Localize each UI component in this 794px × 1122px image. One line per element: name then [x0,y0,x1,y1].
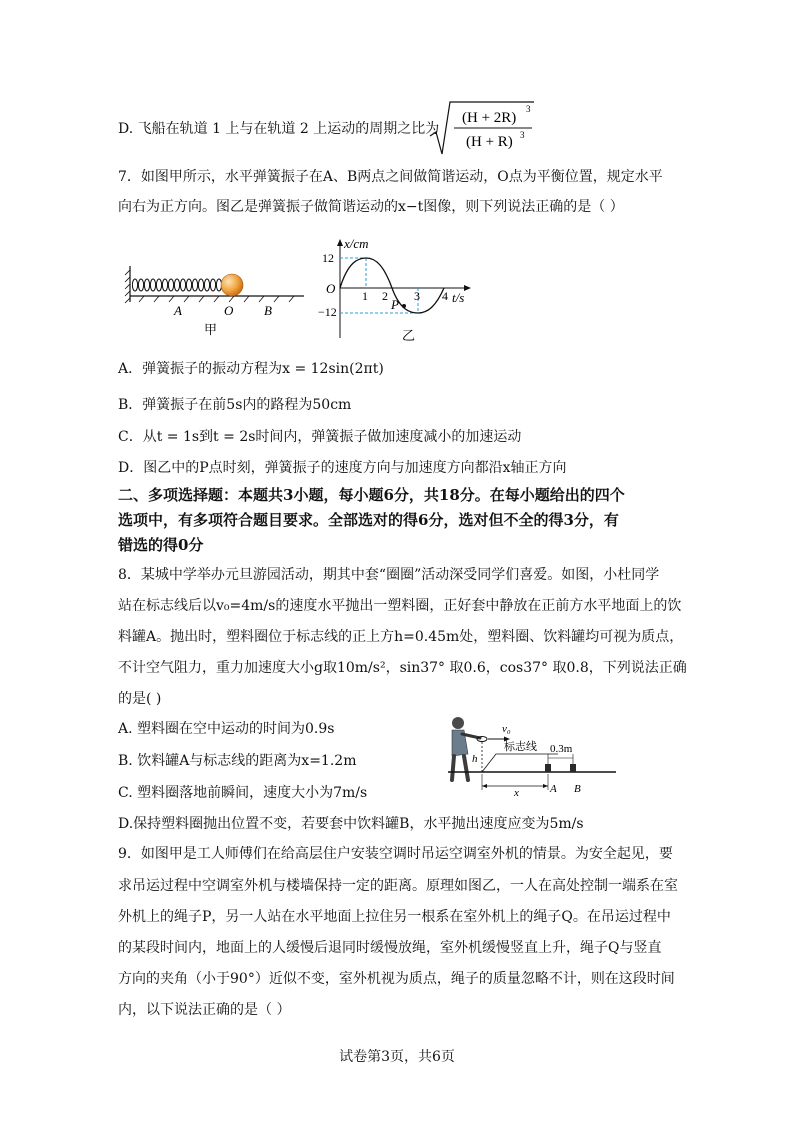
q8-stem-line3: 料罐A。抛出时，塑料圈位于标志线的正上方h=0.45m处，塑料圈、饮料罐均可视为质点， [118,629,684,645]
q8-option-d: D.保持塑料圈抛出位置不变，若要套中饮料罐B，水平抛出速度应变为5m/s [118,816,584,832]
q9-stem-line5: 方向的夹角（小于90°）近似不变，室外机视为质点，绳子的质量忽略不计，则在这段时间 [118,971,675,987]
label-a: A [174,303,182,318]
y-axis-label: x/cm [344,236,369,251]
b-label: B [574,783,581,795]
caption-yi: 乙 [402,328,416,343]
q7-stem-line2: 向右为正方向。图乙是弹簧振子做简谐运动的x−t图像，则下列说法正确的是（ ） [118,199,624,215]
origin-label: O [326,281,336,296]
q9-stem-line1: 9．如图甲是工人师傅们在给高层住户安装空调时吊运空调室外机的情景。为安全起见，要 [118,846,673,862]
q8-option-c: C. 塑料圈落地前瞬间，速度大小为7m/s [118,785,368,801]
mark-line-label: 标志线 [504,741,537,753]
can-a [545,764,551,772]
q6-option-d: D. 飞船在轨道 1 上与在轨道 2 上运动的周期之比为 [118,121,440,137]
numerator-exp: 3 [526,104,531,114]
q9-stem-line3: 外机上的绳子P，另一人站在水平地面上拉住另一根系在室外机上的绳子Q。在吊运过程中 [118,909,671,925]
q6-sqrt-formula [428,98,538,158]
q8-stem-line4: 不计空气阻力，重力加速度大小g取10m/s²，sin37° 取0.6，cos37° 取0.8，下列说法正确 [118,660,687,676]
y-tick-12: 12 [322,251,334,265]
section2-heading-line2: 选项中，有多项符合题目要求。全部选对的得6分，选对但不全的得3分，有 [118,511,619,529]
x-axis-label: t/s [452,290,465,305]
label-b: B [264,303,272,318]
q8-option-a: A. 塑料圈在空中运动的时间为0.9s [118,721,335,737]
oscillator-ball [221,274,243,296]
a-label: A [550,783,557,795]
q7-stem-line1: 7．如图甲所示，水平弹簧振子在A、B两点之间做简谐运动，O点为平衡位置，规定水平 [118,169,663,185]
sqrt-numerator: (H + 2R) [462,110,517,126]
q9-stem-line2: 求吊运过程中空调室外机与楼墙保持一定的距离。原理如图乙，一人在高处控制一端系在室 [118,878,678,894]
q7-option-d: D．图乙中的P点时刻，弹簧振子的速度方向与加速度方向都沿x轴正方向 [118,460,567,476]
q7-option-c: C．从t = 1s到t = 2s时间内，弹簧振子做加速度减小的加速运动 [118,429,522,445]
point-p-marker [402,304,406,308]
q8-stem-line2: 站在标志线后以v₀=4m/s的速度水平抛出一塑料圈，正好套中静放在正前方水平地面上的饮 [118,598,682,614]
x-label: x [514,787,519,798]
t-tick-3: 3 [414,289,420,303]
q8-figure-ring-toss [438,712,618,798]
point-p-label: P [391,297,399,312]
section2-heading-line1: 二、多项选择题：本题共3小题，每小题6分，共18分。在每小题给出的四个 [118,486,625,504]
denominator-exp: 3 [520,130,525,140]
caption-jia: 甲 [204,322,218,337]
q7-figure-jia [124,262,314,342]
v0-label: v₀ [502,723,511,735]
q8-option-b: B. 饮料罐A与标志线的距离为x=1.2m [118,753,357,769]
h-label: h [472,753,478,765]
q7-option-b: B．弹簧振子在前5s内的路程为50cm [118,397,352,413]
q8-stem-line5: 的是( ) [118,691,162,707]
y-tick-neg12: −12 [318,305,337,319]
t-tick-1: 1 [362,289,368,303]
t-tick-4: 4 [442,289,448,303]
distance-label: 0.3m [550,743,573,755]
q7-figure-yi [318,236,478,348]
can-b [570,764,576,772]
t-tick-2: 2 [382,289,388,303]
q9-stem-line4: 的某段时间内，地面上的人缓慢后退同时缓慢放绳，室外机缓慢竖直上升，绳子Q与竖直 [118,940,662,956]
section2-heading-line3: 错选的得0分 [118,536,204,554]
page-footer: 试卷第3页，共6页 [339,1049,455,1065]
q9-stem-line6: 内，以下说法正确的是（ ） [118,1002,291,1018]
label-o: O [224,303,234,318]
q8-stem-line1: 8．某城中学举办元旦游园活动，期其中套“圈圈”活动深受同学们喜爱。如图，小杜同学 [118,567,660,583]
sqrt-denominator: (H + R) [466,134,513,150]
q7-option-a: A．弹簧振子的振动方程为x = 12sin(2πt) [118,361,384,377]
person-head [452,717,464,729]
